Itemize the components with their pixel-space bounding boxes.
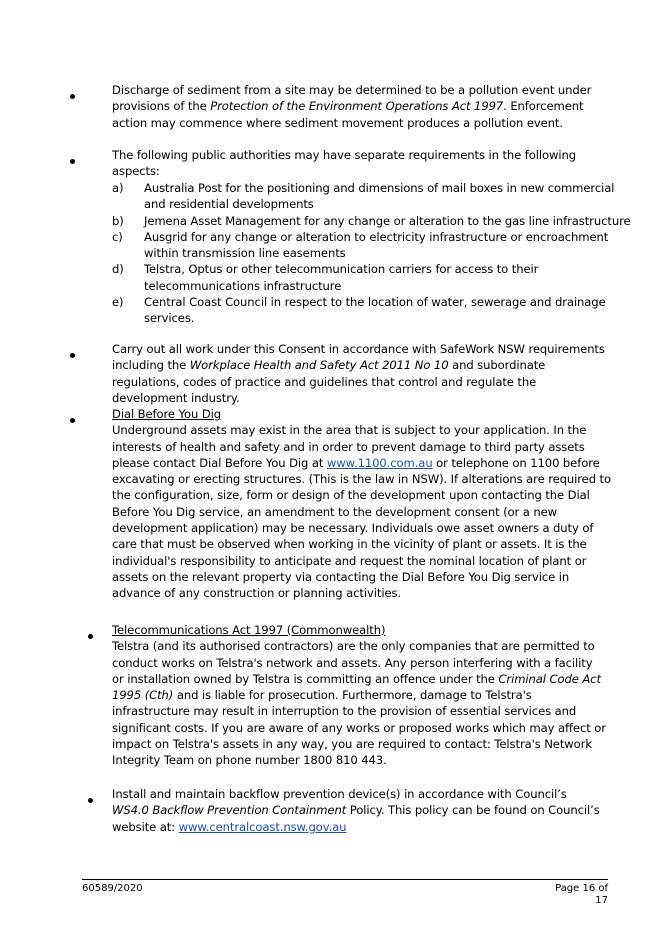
bullet-icon (88, 798, 93, 803)
bullet-icon (70, 94, 75, 99)
bullet-icon (70, 418, 75, 423)
footer-divider (82, 879, 608, 880)
bullet-icon (70, 159, 75, 164)
list-item: c) Ausgrid for any change or alteration to electricity infrastructure or encroachment within transmission line easements (112, 229, 609, 261)
list-item: d) Telstra, Optus or other telecommunication carriers for access to their telecommunications infrastructure (112, 262, 539, 293)
bullet-icon (70, 353, 75, 358)
section-heading: Dial Before You Dig (112, 407, 222, 421)
page-number: Page 16 of 17 (555, 883, 608, 906)
paragraph: Carry out all work under this Consent in accordance with SafeWork NSW requirements including the Workplace Health and Safety Act 2011 No 10 and subordinate regulations, codes of practice and guidelines that control and regulate the development industry. (112, 342, 605, 405)
list-item: a) Australia Post for the positioning and dimensions of mail boxes in new commercial and residential developments (112, 181, 615, 212)
paragraph: Telstra (and its authorised contractors) are the only companies that are permitted to conduct works on Telstra's network and assets. Any person interfering with a facility or installation owned by Telstra is committing an offence under the Criminal Code Act 1995 (Cth) and is liable for prosecution. Furthermore, damage to Telstra's infrastructure may result in interruption to the provision of essential services and significant costs. If you are aware of any works or proposed works which may affect or impact on Telstra's assets in any way, you are required to contact: Telstra's Network Integrity Team on phone number 1800 810 443. (112, 639, 606, 768)
council-website-link[interactable]: www.centralcoast.nsw.gov.au (178, 819, 347, 834)
paragraph: Install and maintain backflow prevention device(s) in accordance with Council’s WS4.0 Backflow Prevention Containment Policy. This policy can be found on Council’s website at: www.centralcoast.nsw.gov.au (112, 787, 600, 834)
section-heading: Telecommunications Act 1997 (Commonwealth) (112, 623, 386, 637)
paragraph: Underground assets may exist in the area that is subject to your application. In the interests of health and safety and in order to prevent damage to third party assets please contact Dial Before You Dig at www.1100.com.au or telephone on 1100 before excavating or erecting structures. (This is the law in NSW). If alterations are required to the configuration, size, form or design of the development upon contacting the Dial Before You Dig service, an amendment to the development consent (or a new development application) may be necessary. Individuals owe asset owners a duty of care that must be observed when working in the vicinity of plant or assets. It is the individual's responsibility to anticipate and request the nominal location of plant or assets on the relevant property via contacting the Dial Before You Dig service in advance of any construction or planning activities. (112, 423, 611, 601)
paragraph: Discharge of sediment from a site may be determined to be a pollution event under provisions of the Protection of the Environment Operations Act 1997. Enforcement action may commence where sediment movement produces a pollution event. (112, 83, 592, 130)
list-item: b) Jemena Asset Management for any change or alteration to the gas line infrastructure (112, 213, 631, 228)
list-item: e) Central Coast Council in respect to the location of water, sewerage and drainage services. (112, 295, 606, 326)
dbyd-link[interactable]: www.1100.com.au (326, 455, 433, 470)
document-reference: 60589/2020 (82, 883, 143, 894)
paragraph: The following public authorities may have separate requirements in the following aspects: (112, 148, 576, 179)
authority-list (112, 180, 631, 327)
bullet-icon (88, 634, 93, 639)
